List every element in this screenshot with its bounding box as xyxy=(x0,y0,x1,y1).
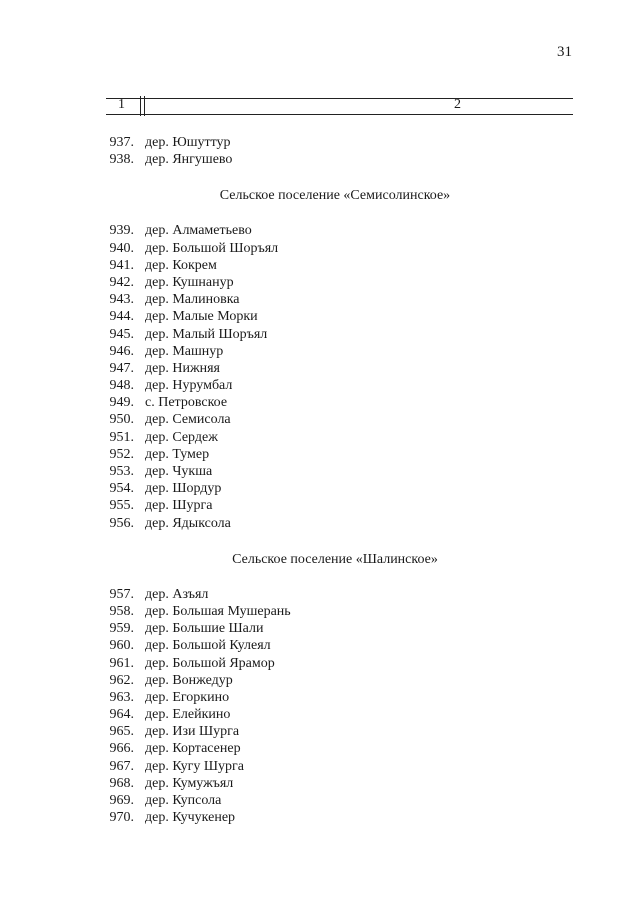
settlement-name: дер. Ядыксола xyxy=(145,515,231,531)
item-number: 957. xyxy=(109,586,134,602)
list-item xyxy=(0,497,640,514)
item-number: 965. xyxy=(109,724,134,740)
item-number: 943. xyxy=(109,292,134,308)
list-item xyxy=(0,360,640,377)
list-item xyxy=(0,429,640,446)
item-number: 964. xyxy=(109,707,134,723)
settlement-name: дер. Янгушево xyxy=(145,152,233,168)
list-item xyxy=(0,343,640,360)
list-item xyxy=(0,463,640,480)
header-bottom-rule xyxy=(106,114,573,115)
settlement-name: дер. Большой Кулеял xyxy=(145,638,271,654)
item-number: 970. xyxy=(109,810,134,826)
list-item xyxy=(0,240,640,257)
settlement-name: дер. Сердеж xyxy=(145,429,218,445)
settlement-name: дер. Купсола xyxy=(145,793,222,808)
settlement-name: дер. Азъял xyxy=(145,586,209,602)
item-number: 940. xyxy=(109,240,134,256)
item-number: 950. xyxy=(109,412,134,428)
settlement-name: дер. Чукша xyxy=(145,464,213,479)
list-item xyxy=(0,723,640,740)
settlement-name: дер. Малые Морки xyxy=(145,309,258,325)
list-item xyxy=(0,411,640,428)
settlement-name: дер. Большие Шали xyxy=(145,621,264,637)
item-number: 952. xyxy=(109,446,134,462)
list-item xyxy=(0,672,640,689)
item-number: 941. xyxy=(109,257,134,273)
settlement-name: дер. Малиновка xyxy=(145,292,240,308)
settlement-name: дер. Шордур xyxy=(145,481,222,497)
settlement-name: дер. Большая Мушерань xyxy=(145,603,291,619)
section-spacer xyxy=(0,168,640,187)
section-title: Сельское поселение «Шалинское» xyxy=(232,551,438,567)
header-column-divider xyxy=(140,96,141,116)
item-number: 945. xyxy=(109,326,134,342)
item-number: 938. xyxy=(109,152,134,168)
item-number: 960. xyxy=(109,638,134,654)
item-number: 958. xyxy=(109,603,134,619)
settlement-name: дер. Елейкино xyxy=(145,707,231,723)
settlement-name: дер. Шурга xyxy=(145,498,213,514)
item-number: 956. xyxy=(109,515,134,531)
header-column-divider xyxy=(144,96,145,116)
list-item xyxy=(0,620,640,637)
section-spacer xyxy=(0,532,640,551)
settlement-name: дер. Кугу Шурга xyxy=(145,758,244,774)
list-item xyxy=(0,134,640,151)
settlement-name: дер. Кушнанур xyxy=(145,274,234,290)
page-number: 31 xyxy=(557,44,572,60)
settlement-name: дер. Кумужъял xyxy=(145,775,234,791)
item-number: 953. xyxy=(109,464,134,479)
item-number: 966. xyxy=(109,741,134,757)
settlement-name: дер. Кучукенер xyxy=(145,810,236,826)
list-item xyxy=(0,603,640,620)
item-number: 948. xyxy=(109,378,134,394)
table-column-header xyxy=(106,96,573,116)
list-item xyxy=(0,480,640,497)
settlement-name: дер. Алмаметьево xyxy=(145,223,252,239)
section-title: Сельское поселение «Семисолинское» xyxy=(219,188,451,204)
list-item xyxy=(0,377,640,394)
list-item xyxy=(0,257,640,274)
settlement-name: дер. Тумер xyxy=(145,446,210,462)
list-item xyxy=(0,515,640,532)
settlement-name: дер. Большой Ярамор xyxy=(145,655,275,671)
settlement-name: дер. Изи Шурга xyxy=(145,724,240,740)
item-number: 969. xyxy=(109,793,134,808)
item-number: 947. xyxy=(109,360,134,376)
settlement-name: дер. Семисола xyxy=(145,412,231,428)
list-item xyxy=(0,394,640,411)
header-column-2-label: 2 xyxy=(454,97,461,112)
settlement-name: дер. Егоркино xyxy=(145,689,230,705)
list-item xyxy=(0,706,640,723)
header-top-rule xyxy=(106,98,573,99)
settlement-name: дер. Машнур xyxy=(145,343,224,359)
list-item xyxy=(0,809,640,826)
item-number: 939. xyxy=(109,223,134,239)
settlement-list xyxy=(0,134,640,826)
section-spacer xyxy=(0,568,640,586)
item-number: 951. xyxy=(109,429,134,445)
list-item xyxy=(0,655,640,672)
item-number: 937. xyxy=(109,135,134,150)
list-item xyxy=(0,308,640,325)
list-item xyxy=(0,326,640,343)
item-number: 967. xyxy=(109,758,134,774)
list-item xyxy=(0,291,640,308)
list-item xyxy=(0,151,640,168)
header-column-1-label: 1 xyxy=(118,97,125,112)
settlement-name: дер. Малый Шоръял xyxy=(145,326,268,342)
item-number: 949. xyxy=(109,395,134,411)
list-item xyxy=(0,637,640,654)
settlement-name: дер. Кокрем xyxy=(145,257,217,273)
item-number: 963. xyxy=(109,689,134,705)
settlement-name: дер. Вонжедур xyxy=(145,672,233,688)
list-item xyxy=(0,758,640,775)
list-item xyxy=(0,274,640,291)
list-item xyxy=(0,775,640,792)
settlement-name: дер. Большой Шоръял xyxy=(145,240,279,256)
item-number: 942. xyxy=(109,274,134,290)
settlement-name: с. Петровское xyxy=(145,395,228,411)
list-item xyxy=(0,222,640,239)
item-number: 955. xyxy=(109,498,134,514)
list-item xyxy=(0,446,640,463)
item-number: 954. xyxy=(109,481,134,497)
list-item xyxy=(0,689,640,706)
item-number: 946. xyxy=(109,343,134,359)
item-number: 968. xyxy=(109,775,134,791)
list-item xyxy=(0,792,640,809)
item-number: 961. xyxy=(109,655,134,671)
settlement-name: дер. Нурумбал xyxy=(145,378,233,394)
list-item xyxy=(0,586,640,603)
section-spacer xyxy=(0,204,640,222)
item-number: 959. xyxy=(109,621,134,637)
item-number: 962. xyxy=(109,672,134,688)
list-item xyxy=(0,740,640,757)
item-number: 944. xyxy=(109,309,134,325)
settlement-name: дер. Юшуттур xyxy=(145,135,231,150)
settlement-name: дер. Кортасенер xyxy=(145,741,241,757)
settlement-name: дер. Нижняя xyxy=(145,360,220,376)
